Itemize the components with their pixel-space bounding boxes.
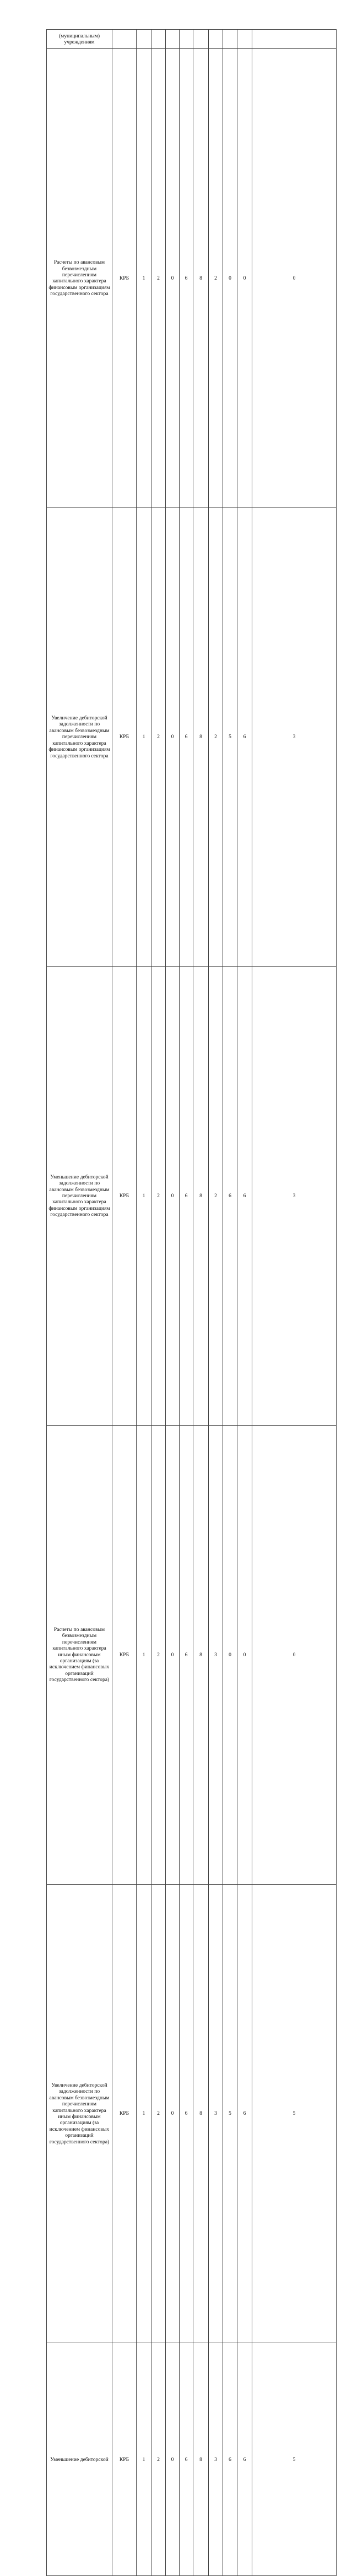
digit-cell: 8 — [193, 49, 209, 508]
digit-cell: 3 — [209, 2343, 223, 2576]
digit-cell: 6 — [237, 1884, 252, 2343]
digit-cell: 5 — [223, 507, 237, 967]
digit-cell: 5 — [223, 1884, 237, 2343]
digit-cell: 2 — [151, 1425, 166, 1884]
digit-cell: 6 — [237, 2343, 252, 2576]
digit-cell: 0 — [252, 49, 337, 508]
accounts-table — [46, 29, 337, 2576]
digit-cell: 2 — [209, 967, 223, 1426]
digit-cell: 8 — [193, 2343, 209, 2576]
kind-cell: КРБ — [112, 49, 137, 508]
account-name-cell: Расчеты по авансовым безвозмездным перечислениям капитального характера финансовым организациям государственного сектора — [47, 49, 112, 508]
digit-cell: 1 — [137, 49, 151, 508]
kind-cell: КРБ — [112, 507, 137, 967]
digit-cell: 6 — [180, 1425, 193, 1884]
digit-cell: 0 — [166, 967, 180, 1426]
digit-cell: 2 — [151, 1884, 166, 2343]
digit-cell — [137, 30, 151, 49]
digit-cell: 8 — [193, 1884, 209, 2343]
account-name-cell: Увеличение дебиторской задолженности по авансовым безвозмездным перечислениям капитального характера иным финансовым организациям (за исключением финансовых организаций государственного сектора) — [47, 1884, 112, 2343]
digit-cell — [151, 30, 166, 49]
digit-cell: 6 — [237, 967, 252, 1426]
account-name-cell: Увеличение дебиторской задолженности по авансовым безвозмездным перечислениям капитального характера финансовым организациям государственного сектора — [47, 507, 112, 967]
digit-cell: 0 — [223, 1425, 237, 1884]
digit-cell: 6 — [180, 1884, 193, 2343]
digit-cell: 0 — [166, 1425, 180, 1884]
digit-cell: 8 — [193, 1425, 209, 1884]
digit-cell: 0 — [166, 49, 180, 508]
digit-cell: 6 — [180, 49, 193, 508]
digit-cell: 1 — [137, 507, 151, 967]
digit-cell — [209, 30, 223, 49]
digit-cell — [252, 30, 337, 49]
account-name-cell: (муниципальным) учреждениям — [47, 30, 112, 49]
digit-cell: 3 — [252, 507, 337, 967]
digit-cell: 0 — [252, 1425, 337, 1884]
digit-cell: 1 — [137, 967, 151, 1426]
table-row — [47, 507, 337, 967]
digit-cell: 3 — [209, 1425, 223, 1884]
digit-cell: 1 — [137, 1884, 151, 2343]
digit-cell: 2 — [151, 967, 166, 1426]
digit-cell: 3 — [252, 967, 337, 1426]
account-name-cell: Уменьшение дебиторской задолженности по авансовым безвозмездным перечислениям капитального характера финансовым организациям государственного сектора — [47, 967, 112, 1426]
digit-cell: 5 — [252, 2343, 337, 2576]
account-name-cell: Расчеты по авансовым безвозмездным перечислениям капитального характера иным финансовым организациям (за исключением финансовых организаций государственного сектора) — [47, 1425, 112, 1884]
table-row — [47, 2343, 337, 2576]
digit-cell: 5 — [252, 1884, 337, 2343]
digit-cell: 0 — [223, 49, 237, 508]
digit-cell: 1 — [137, 1425, 151, 1884]
digit-cell: 6 — [180, 2343, 193, 2576]
digit-cell: 1 — [137, 2343, 151, 2576]
digit-cell — [166, 30, 180, 49]
digit-cell: 0 — [166, 2343, 180, 2576]
kind-cell: КРБ — [112, 967, 137, 1426]
digit-cell: 0 — [166, 1884, 180, 2343]
kind-cell: КРБ — [112, 2343, 137, 2576]
table-row — [47, 967, 337, 1426]
digit-cell: 6 — [237, 507, 252, 967]
digit-cell: 6 — [223, 967, 237, 1426]
digit-cell: 8 — [193, 507, 209, 967]
digit-cell — [180, 30, 193, 49]
table-row — [47, 1425, 337, 1884]
digit-cell: 2 — [151, 507, 166, 967]
digit-cell: 6 — [180, 967, 193, 1426]
table-row — [47, 30, 337, 49]
digit-cell — [223, 30, 237, 49]
digit-cell: 0 — [237, 1425, 252, 1884]
digit-cell — [237, 30, 252, 49]
digit-cell: 2 — [209, 49, 223, 508]
table-row — [47, 49, 337, 508]
digit-cell: 0 — [166, 507, 180, 967]
digit-cell: 8 — [193, 967, 209, 1426]
table-row — [47, 1884, 337, 2343]
kind-cell: КРБ — [112, 1425, 137, 1884]
digit-cell: 6 — [223, 2343, 237, 2576]
digit-cell — [193, 30, 209, 49]
digit-cell: 2 — [209, 507, 223, 967]
account-name-cell: Уменьшение дебиторской — [47, 2343, 112, 2576]
digit-cell: 6 — [180, 507, 193, 967]
digit-cell: 0 — [237, 49, 252, 508]
kind-cell: КРБ — [112, 1884, 137, 2343]
digit-cell: 2 — [151, 49, 166, 508]
digit-cell: 2 — [151, 2343, 166, 2576]
digit-cell: 3 — [209, 1884, 223, 2343]
kind-cell — [112, 30, 137, 49]
